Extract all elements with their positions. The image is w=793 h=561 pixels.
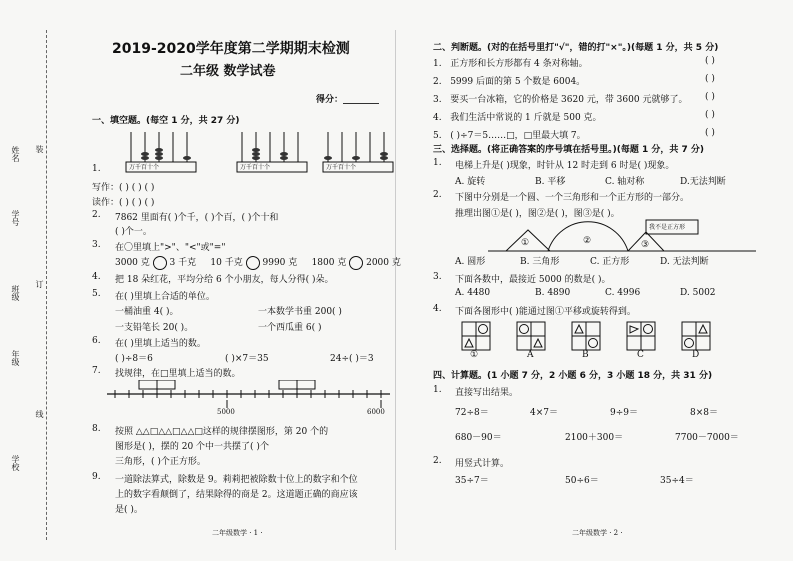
compare-circle-2[interactable] <box>246 256 260 270</box>
exam-title: 2019-2020学年度第二学期期末检测 <box>112 41 350 57</box>
margin-number-label: 学号 <box>11 210 20 226</box>
rotation-figures <box>460 320 730 362</box>
calc-r1-2: 4×7＝ <box>530 408 558 418</box>
q2-text-b: ( )个一。 <box>115 227 152 237</box>
q9-number: 9. <box>92 472 101 482</box>
shape-figure-graphic <box>488 218 758 254</box>
calc-r3-2: 50÷6＝ <box>565 476 599 486</box>
cut-mark-2: 订 <box>35 280 44 288</box>
choice-3-opt-a: A. 4480 <box>455 288 491 298</box>
choice-4-num: 4. <box>433 304 442 314</box>
q5-item-1: 一桶油重 4( )。 <box>115 307 179 317</box>
q6-item-2: ( )×7＝35 <box>225 354 269 364</box>
judge-paren-3[interactable]: ( ) <box>705 92 715 102</box>
abacus-3-label: 万千百十个 <box>326 164 357 171</box>
choice-1-opt-c: C. 轴对称 <box>605 177 645 187</box>
choice-1-opt-d: D.无法判断 <box>680 177 726 187</box>
q4-text: 把 18 朵红花，平均分给 6 个小朋友，每人分得( )朵。 <box>115 275 334 285</box>
choice-4-text: 下面各图形中( )能通过图①平移或旋转得到。 <box>455 307 636 317</box>
judge-1-text: 正方形和长方形都有 4 条对称轴。 <box>450 59 588 69</box>
judge-5-text: ( )÷7＝5……□，□里最大填 7。 <box>450 131 586 141</box>
q5-number: 5. <box>92 289 101 299</box>
judge-2-text: 5999 后面的第 5 个数是 6004。 <box>450 77 586 87</box>
q9-text-a: 一道除法算式，除数是 9。莉莉把被除数十位上的数字和个位 <box>115 475 358 485</box>
shape-tag: 我不是正方形 <box>649 224 686 231</box>
q3-number: 3. <box>92 240 101 250</box>
q3-item-5: 1800 克 <box>311 258 347 268</box>
calc-r1-3: 9÷9＝ <box>610 408 638 418</box>
calc-2-text: 用竖式计算。 <box>455 459 510 469</box>
choice-2-text-a: 下图中分别是一个圆、一个三角形和一个正方形的一部分。 <box>455 193 690 203</box>
rotation-label-b: B <box>582 350 589 360</box>
cut-mark-3: 线 <box>35 410 44 418</box>
calc-r2-3: 7700－7000＝ <box>675 433 739 443</box>
page1-footer: 二年级数学 · 1 · <box>212 529 263 537</box>
calc-r1-4: 8×8＝ <box>690 408 718 418</box>
margin-school-label: 学校 <box>11 455 20 471</box>
tick-6000: 6000 <box>367 408 385 416</box>
compare-circle-3[interactable] <box>349 256 363 270</box>
choice-1-num: 1. <box>433 158 442 168</box>
rotation-label-d: D <box>692 350 700 360</box>
calc-r2-1: 680－90＝ <box>455 433 502 443</box>
q6-item-1: ( )÷8＝6 <box>115 354 153 364</box>
number-line <box>105 380 395 420</box>
q6-text: 在( )里填上适当的数。 <box>115 339 206 349</box>
judge-4-num: 4. <box>433 113 442 123</box>
calc-1-text: 直接写出结果。 <box>455 388 519 398</box>
q8-text-b: 图形是( )，摆的 20 个中一共摆了( )个 <box>115 442 269 452</box>
q7-text: 找规律，在□里填上适当的数。 <box>115 369 241 379</box>
judge-4 <box>433 110 602 123</box>
calc-r1-1: 72÷8＝ <box>455 408 489 418</box>
page2-footer: 二年级数学 · 2 · <box>572 529 623 537</box>
calc-1-num: 1. <box>433 385 442 395</box>
rotation-label-1: ① <box>470 350 479 360</box>
judge-1 <box>433 56 588 69</box>
q7-number: 7. <box>92 366 101 376</box>
binding-margin <box>8 60 48 540</box>
binding-dash-line <box>46 30 47 540</box>
q5-text: 在( )里填上合适的单位。 <box>115 292 215 302</box>
q3-row <box>115 255 401 270</box>
judge-2-num: 2. <box>433 77 442 87</box>
choice-3-opt-b: B. 4890 <box>535 288 571 298</box>
judge-paren-2[interactable]: ( ) <box>705 74 715 84</box>
q3-item-4: 9990 克 <box>262 258 298 268</box>
calc-r2-2: 2100＋300＝ <box>565 433 624 443</box>
calc-r3-3: 35÷4＝ <box>660 476 694 486</box>
section3-heading: 三、选择题。(将正确答案的序号填在括号里。)(每题 1 分，共 7 分) <box>433 145 705 155</box>
judge-5 <box>433 128 586 141</box>
q5-item-3: 一支铅笔长 20( )。 <box>115 323 194 333</box>
calc-r3-1: 35÷7＝ <box>455 476 489 486</box>
judge-3-text: 要买一台冰箱，它的价格是 3620 元，带 3600 元就够了。 <box>450 95 688 105</box>
q8-number: 8. <box>92 424 101 434</box>
choice-3-text: 下面各数中，最接近 5000 的数是( )。 <box>455 275 611 285</box>
q3-item-6: 2000 克 <box>366 258 401 268</box>
section4-heading: 四、计算题。(1 小题 7 分，2 小题 6 分，3 小题 18 分，共 31 分) <box>433 371 713 381</box>
calc-2-num: 2. <box>433 456 442 466</box>
shape-mark-2: ② <box>583 236 592 246</box>
shape-mark-3: ③ <box>641 240 650 250</box>
rotation-figures-graphic <box>460 320 730 362</box>
margin-class-label: 班级 <box>11 285 20 301</box>
cut-mark-1: 装 <box>35 145 44 153</box>
q3-item-2: 3 千克 <box>169 258 197 268</box>
q6-number: 6. <box>92 336 101 346</box>
abacus-1-label: 万千百十个 <box>129 164 160 171</box>
rotation-label-a: A <box>527 350 534 360</box>
exam-subtitle: 二年级 数学试卷 <box>180 64 276 79</box>
q9-text-c: 是( )。 <box>115 505 143 515</box>
abacus-2 <box>236 128 312 174</box>
abacus-2-label: 万千百十个 <box>240 164 271 171</box>
q1-number: 1. <box>92 164 101 174</box>
compare-circle-1[interactable] <box>153 256 167 270</box>
q5-item-2: 一本数学书重 200( ) <box>258 307 342 317</box>
q3-item-1: 3000 克 <box>115 258 150 268</box>
q8-text-a: 按照 △△□△△□△△□这样的规律摆图形，第 20 个的 <box>115 427 329 437</box>
choice-2-text-b: 推理出图①是( )，图②是( )，图③是( )。 <box>455 209 620 219</box>
choice-2-opt-c: C. 正方形 <box>590 257 630 267</box>
q5-item-4: 一个西瓜重 6( ) <box>258 323 322 333</box>
judge-paren-1[interactable]: ( ) <box>705 56 715 66</box>
page-fold <box>395 30 396 550</box>
judge-paren-4[interactable]: ( ) <box>705 110 715 120</box>
choice-2-opt-b: B. 三角形 <box>520 257 560 267</box>
choice-2-num: 2. <box>433 190 442 200</box>
q4-number: 4. <box>92 272 101 282</box>
abacus-3 <box>322 128 398 174</box>
abacus-1 <box>125 128 201 174</box>
choice-2-opt-d: D. 无法判断 <box>660 257 709 267</box>
judge-3 <box>433 92 687 105</box>
q3-item-3: 10 千克 <box>210 258 243 268</box>
choice-3-num: 3. <box>433 272 442 282</box>
tick-5000: 5000 <box>217 408 235 416</box>
section2-heading: 二、判断题。(对的在括号里打"√"，错的打"×"。)(每题 1 分，共 5 分) <box>433 43 719 53</box>
section1-heading: 一、填空题。(每空 1 分，共 27 分) <box>92 116 240 126</box>
judge-3-num: 3. <box>433 95 442 105</box>
q9-text-b: 上的数字看颠倒了，结果除得的商是 2。这道题正确的商应该 <box>115 490 358 500</box>
rotation-label-c: C <box>637 350 644 360</box>
choice-3-opt-c: C. 4996 <box>605 288 641 298</box>
shape-mark-1: ① <box>521 238 530 248</box>
choice-1-opt-a: A. 旋转 <box>455 177 486 187</box>
choice-3-opt-d: D. 5002 <box>680 288 716 298</box>
margin-name-label: 姓名 <box>11 146 20 162</box>
q3-text: 在〇里填上">"、"<"或"=" <box>115 243 226 253</box>
q8-text-c: 三角形，( )个正方形。 <box>115 457 206 467</box>
q2-text-a: 7862 里面有( )个千，( )个百，( )个十和 <box>115 213 279 223</box>
q1-read: 读作：( ) ( ) ( ) <box>92 198 155 208</box>
q6-item-3: 24÷( )＝3 <box>330 354 374 364</box>
q1-write: 写作：( ) ( ) ( ) <box>92 183 155 193</box>
score-field[interactable]: 得分：________ <box>316 95 380 105</box>
judge-1-num: 1. <box>433 59 442 69</box>
shape-figure <box>488 218 758 254</box>
number-line-graphic <box>105 380 395 420</box>
q2-number: 2. <box>92 210 101 220</box>
judge-paren-5[interactable]: ( ) <box>705 128 715 138</box>
judge-5-num: 5. <box>433 131 442 141</box>
choice-2-opt-a: A. 圆形 <box>455 257 486 267</box>
judge-2 <box>433 74 585 87</box>
choice-1-text: 电梯上升是( )现象，时针从 12 时走到 6 时是( )现象。 <box>455 161 675 171</box>
judge-4-text: 我们生活中常说的 1 斤就是 500 克。 <box>450 113 602 123</box>
margin-grade-label: 年级 <box>11 350 20 366</box>
choice-1-opt-b: B. 平移 <box>535 177 566 187</box>
